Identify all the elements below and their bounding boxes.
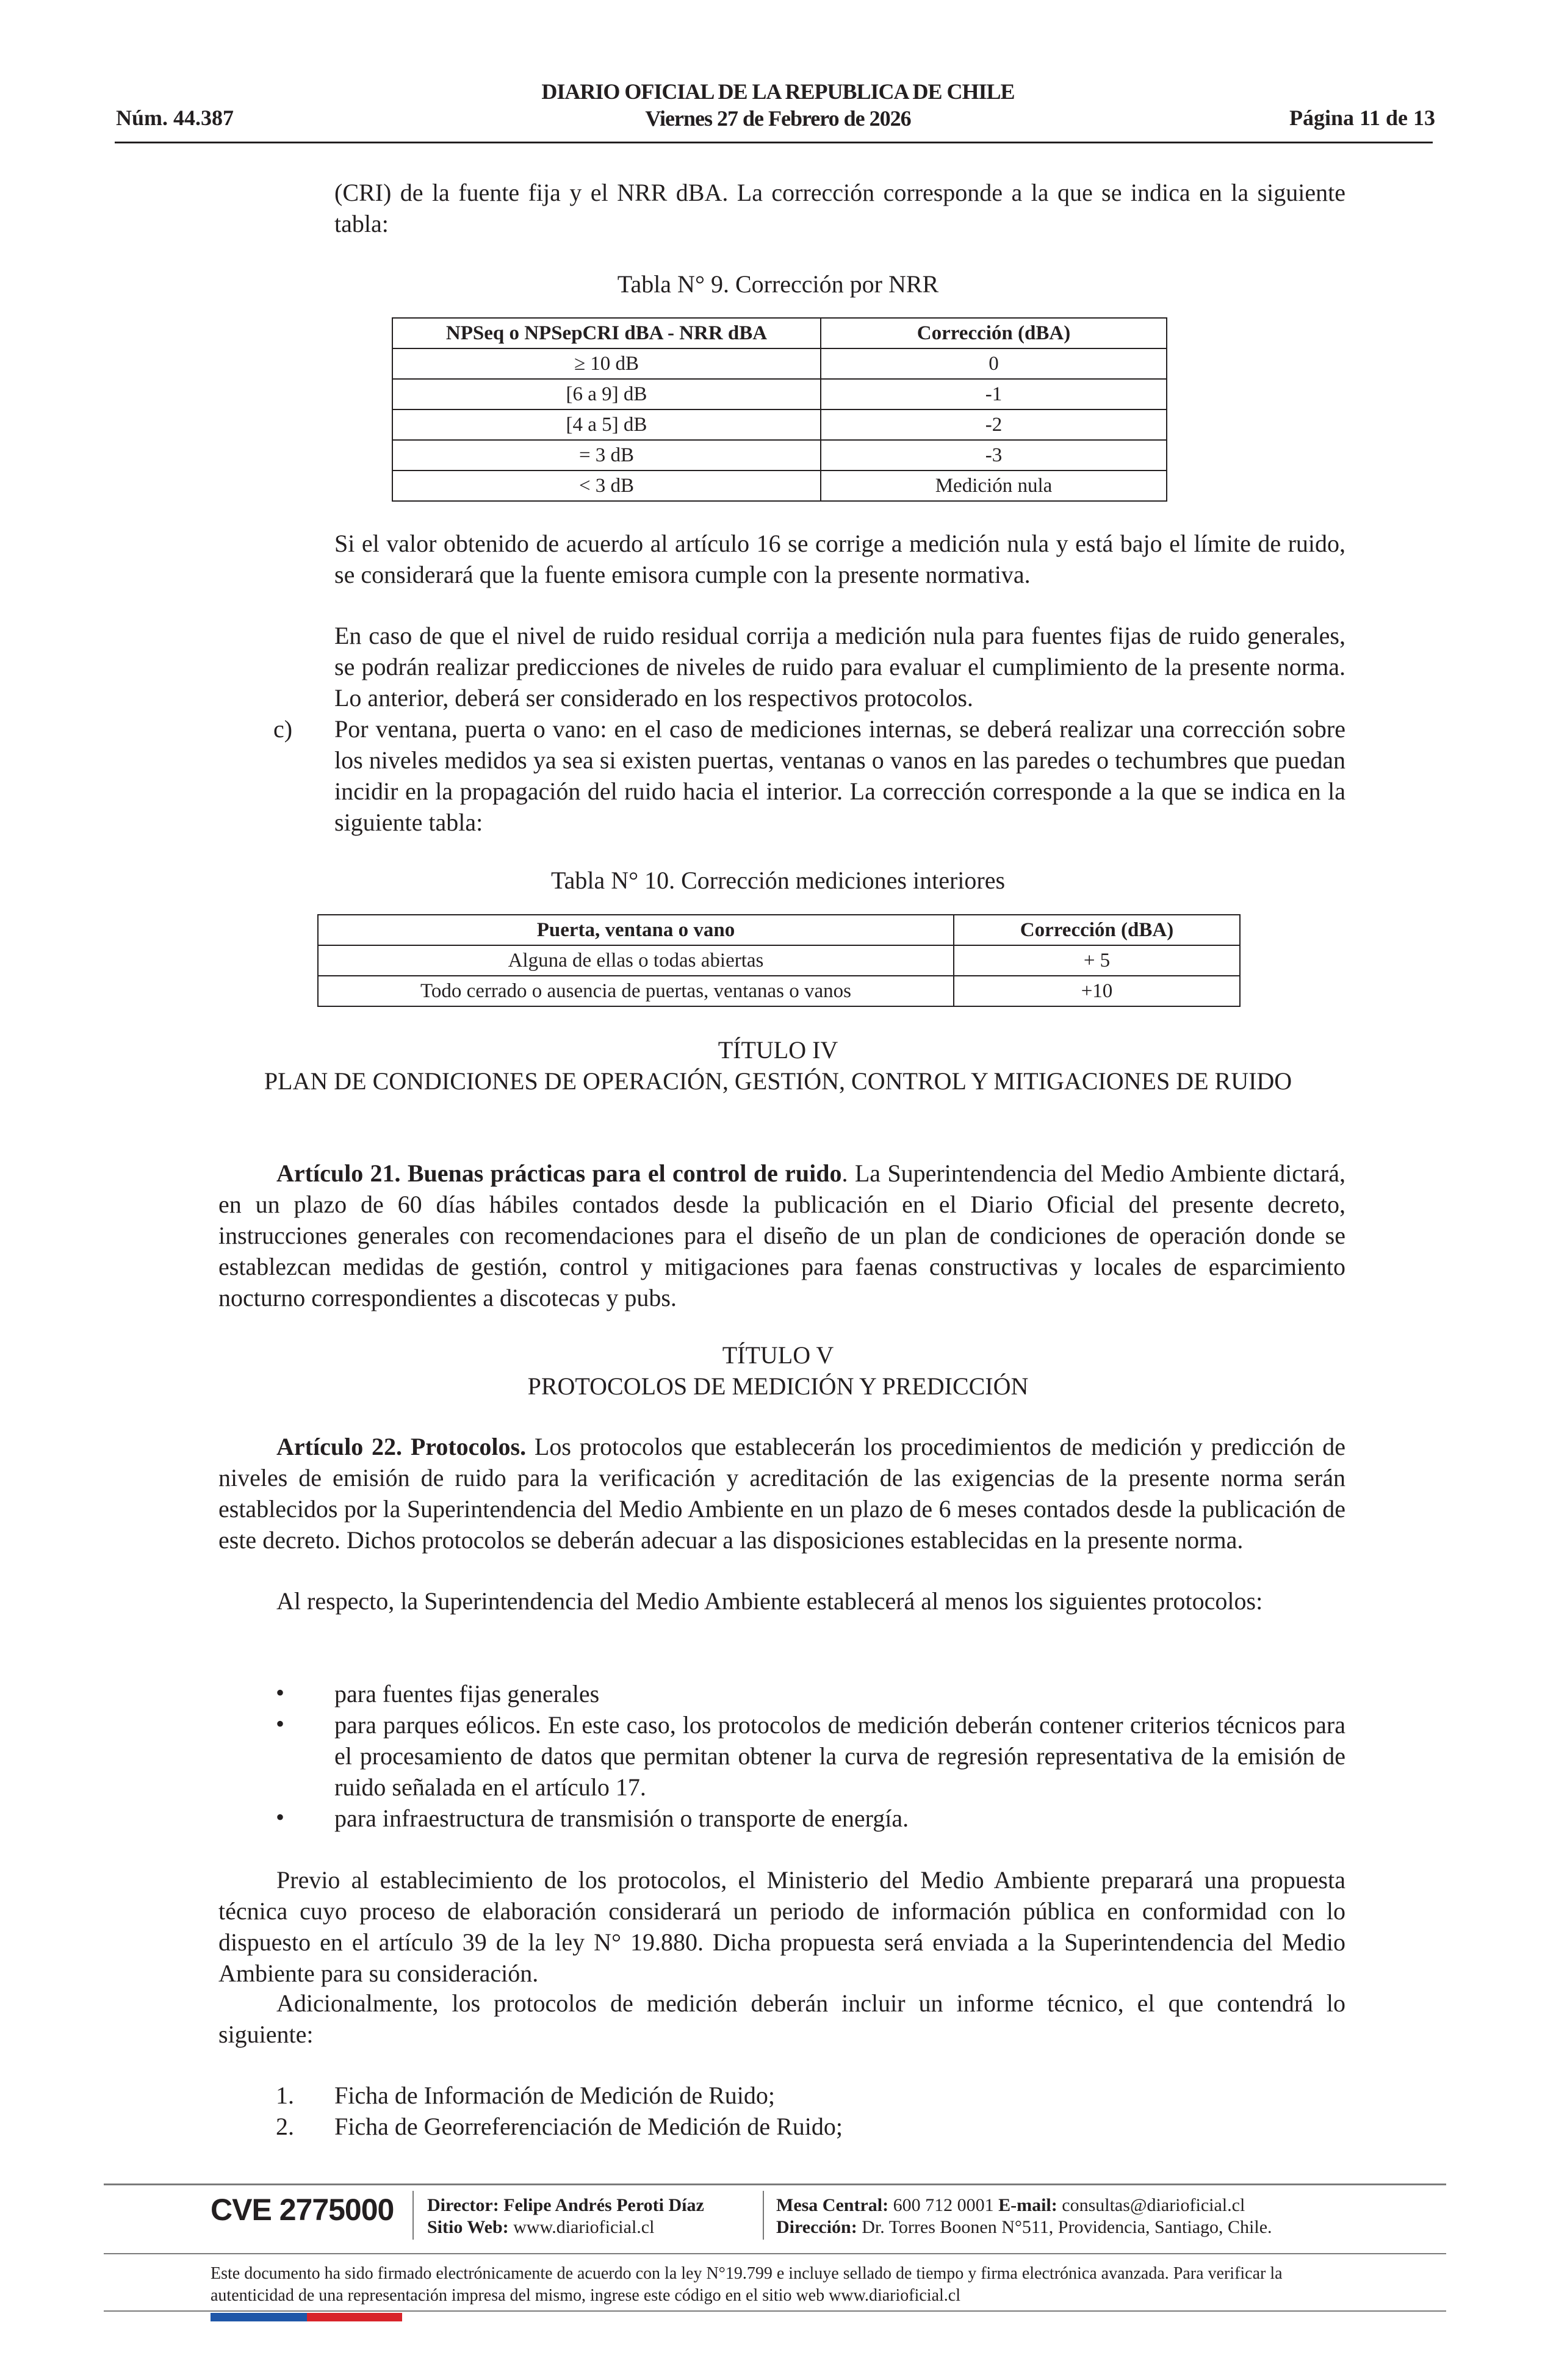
articulo-22: [218, 1431, 1345, 1556]
table-row: [392, 471, 1167, 501]
articulo-22-paragraph-2: Al respecto, la Superintendencia del Medio Ambiente establecerá al menos los siguientes protocolos:: [276, 1587, 1263, 1615]
table9: [392, 317, 1167, 502]
table-cell: < 3 dB: [392, 471, 821, 501]
issue-date: Viernes 27 de Febrero de 2026: [645, 106, 911, 131]
titulo-v-name: PROTOCOLOS DE MEDICIÓN Y PREDICCIÓN: [527, 1372, 1029, 1400]
table10: [317, 914, 1241, 1007]
paragraph-ruido-residual: En caso de que el nivel de ruido residual corrija a medición nula para fuentes fijas de ruido generales, se podrán realizar predicciones de niveles de ruido para evaluar el cumplimiento de la presente norma. Lo anterior, deberá ser considerado en los respectivos protocolos.: [334, 622, 1345, 712]
web-label: Sitio Web:: [427, 2217, 509, 2237]
table-cell: -3: [821, 440, 1167, 471]
table-cell: Medición nula: [821, 471, 1167, 501]
email-label: E-mail:: [998, 2195, 1057, 2215]
email-link[interactable]: consultas@diarioficial.cl: [1062, 2195, 1245, 2215]
flag-bar-blue: [211, 2313, 307, 2321]
signature-note: Este documento ha sido firmado electrónicamente de acuerdo con la ley N°19.799 e incluye sellado de tiempo y firma electrónica avanzada. Para verificar la autenticidad de una representación impresa del mismo, ingrese este código en el sitio web www.diarioficial.cl: [211, 2264, 1283, 2305]
bullet-icon: •: [276, 1679, 285, 1706]
table-cell: -2: [821, 409, 1167, 440]
footer-divider: [104, 2310, 1446, 2312]
footer-separator: [412, 2191, 414, 2240]
footer-divider: [104, 2253, 1446, 2254]
articulo-21: [218, 1158, 1345, 1313]
table-row: [318, 976, 1240, 1006]
table-cell: [4 a 5] dB: [392, 409, 821, 440]
table-cell: ≥ 10 dB: [392, 348, 821, 379]
table-row: [392, 409, 1167, 440]
footer-separator: [763, 2191, 764, 2240]
item-c-text: Por ventana, puerta o vano: en el caso de mediciones internas, se deberá realizar una corrección sobre los niveles medidos ya sea si existen puertas, ventanas o vanos en las paredes o techumbres que puedan incidir en la propagación del ruido hacia el interior. La corrección corresponde a la que se indica en la siguiente tabla:: [334, 715, 1345, 836]
table-header-cell: Corrección (dBA): [954, 915, 1240, 945]
articulo-22-paragraph-4: Adicionalmente, los protocolos de medición deberán incluir un informe técnico, el que contendrá lo siguiente:: [218, 1989, 1345, 2048]
articulo-22-text: Los protocolos que establecerán los procedimientos de medición y predicción de niveles de emisión de ruido para la verificación y acreditación de las exigencias de la presente norma serán establecidos por la Superintendencia del Medio Ambiente en un plazo de 6 meses contados desde la publicación de este decreto. Dichos protocolos se deberán adecuar a las disposiciones establecidas en la presente norma.: [218, 1433, 1346, 1554]
footer-contact: [776, 2194, 1272, 2238]
intro-paragraph: (CRI) de la fuente fija y el NRR dBA. La corrección corresponde a la que se indica en la siguiente tabla:: [334, 179, 1345, 237]
numbered-item: Ficha de Georreferenciación de Medición de Ruido;: [334, 2113, 843, 2140]
articulo-21-text: . La Superintendencia del Medio Ambiente dictará, en un plazo de 60 días hábiles contados desde la publicación en el Diario Oficial del presente decreto, instrucciones generales con recomendaciones para el diseño de un plan de condiciones de operación donde se establezcan medidas de gestión, control y mitigaciones para faenas constructivas y locales de esparcimiento nocturno correspondientes a discotecas y pubs.: [218, 1159, 1345, 1311]
header-divider: [115, 142, 1433, 143]
bullet-item: para parques eólicos. En este caso, los protocolos de medición deberán contener criterios técnicos para el procesamiento de datos que permitan obtener la curva de regresión representativa de la emisión de ruido señalada en el artículo 17.: [334, 1711, 1345, 1801]
titulo-iv-label: TÍTULO IV: [718, 1036, 838, 1064]
footer-divider: [104, 2183, 1446, 2185]
table-header-cell: NPSeq o NPSepCRI dBA - NRR dBA: [392, 318, 821, 348]
mesa-label: Mesa Central:: [776, 2195, 889, 2215]
item-c-marker: c): [273, 715, 293, 743]
titulo-iv-name: PLAN DE CONDICIONES DE OPERACIÓN, GESTIÓN, CONTROL Y MITIGACIONES DE RUIDO: [264, 1067, 1292, 1095]
table9-caption: Tabla N° 9. Corrección por NRR: [617, 270, 939, 298]
phone-number: 600 712 0001: [893, 2195, 994, 2215]
articulo-22-heading: Artículo 22. Protocolos.: [276, 1433, 527, 1460]
footer-director: [427, 2194, 704, 2238]
director-label: Director:: [427, 2195, 499, 2215]
table-row: [392, 348, 1167, 379]
director-name: Felipe Andrés Peroti Díaz: [503, 2195, 704, 2215]
table-cell: + 5: [954, 945, 1240, 976]
bullet-item: para fuentes fijas generales: [334, 1680, 600, 1707]
table-cell: = 3 dB: [392, 440, 821, 471]
titulo-v-label: TÍTULO V: [722, 1341, 834, 1369]
bullet-icon: •: [276, 1710, 285, 1737]
numbered-marker: 1.: [276, 2082, 294, 2109]
table-header-row: [318, 915, 1240, 945]
issue-number: Núm. 44.387: [116, 106, 234, 130]
table-row: [318, 945, 1240, 976]
table-row: [392, 379, 1167, 409]
table-row: [392, 440, 1167, 471]
numbered-marker: 2.: [276, 2113, 294, 2140]
table-cell: +10: [954, 976, 1240, 1006]
flag-bar-red: [307, 2313, 402, 2321]
address-label: Dirección:: [776, 2217, 857, 2237]
table-header-cell: Puerta, ventana o vano: [318, 915, 954, 945]
numbered-item: Ficha de Información de Medición de Ruido;: [334, 2082, 776, 2109]
bullet-item: para infraestructura de transmisión o transporte de energía.: [334, 1805, 909, 1832]
table-cell: [6 a 9] dB: [392, 379, 821, 409]
cve-code: CVE 2775000: [211, 2193, 394, 2227]
table-cell: Alguna de ellas o todas abiertas: [318, 945, 954, 976]
articulo-21-heading: Artículo 21. Buenas prácticas para el control de ruido: [276, 1159, 842, 1187]
table-cell: -1: [821, 379, 1167, 409]
table-header-cell: Corrección (dBA): [821, 318, 1167, 348]
table-cell: Todo cerrado o ausencia de puertas, ventanas o vanos: [318, 976, 954, 1006]
website-link[interactable]: www.diarioficial.cl: [513, 2217, 655, 2237]
table-header-row: [392, 318, 1167, 348]
table-cell: 0: [821, 348, 1167, 379]
paragraph-medicion-nula: Si el valor obtenido de acuerdo al artículo 16 se corrige a medición nula y está bajo el límite de ruido, se considerará que la fuente emisora cumple con la presente normativa.: [334, 530, 1345, 588]
address: Dr. Torres Boonen N°511, Providencia, Santiago, Chile.: [862, 2217, 1272, 2237]
gazette-title: DIARIO OFICIAL DE LA REPUBLICA DE CHILE: [541, 79, 1015, 104]
page-number: Página 11 de 13: [1289, 106, 1435, 130]
table10-caption: Tabla N° 10. Corrección mediciones interiores: [550, 867, 1006, 894]
bullet-icon: •: [276, 1803, 285, 1831]
articulo-22-paragraph-3: Previo al establecimiento de los protocolos, el Ministerio del Medio Ambiente preparará una propuesta técnica cuyo proceso de elaboración considerará un periodo de información pública en conformidad con lo dispuesto en el artículo 39 de la ley N° 19.880. Dicha propuesta será enviada a la Superintendencia del Medio Ambiente para su consideración.: [218, 1866, 1345, 1987]
